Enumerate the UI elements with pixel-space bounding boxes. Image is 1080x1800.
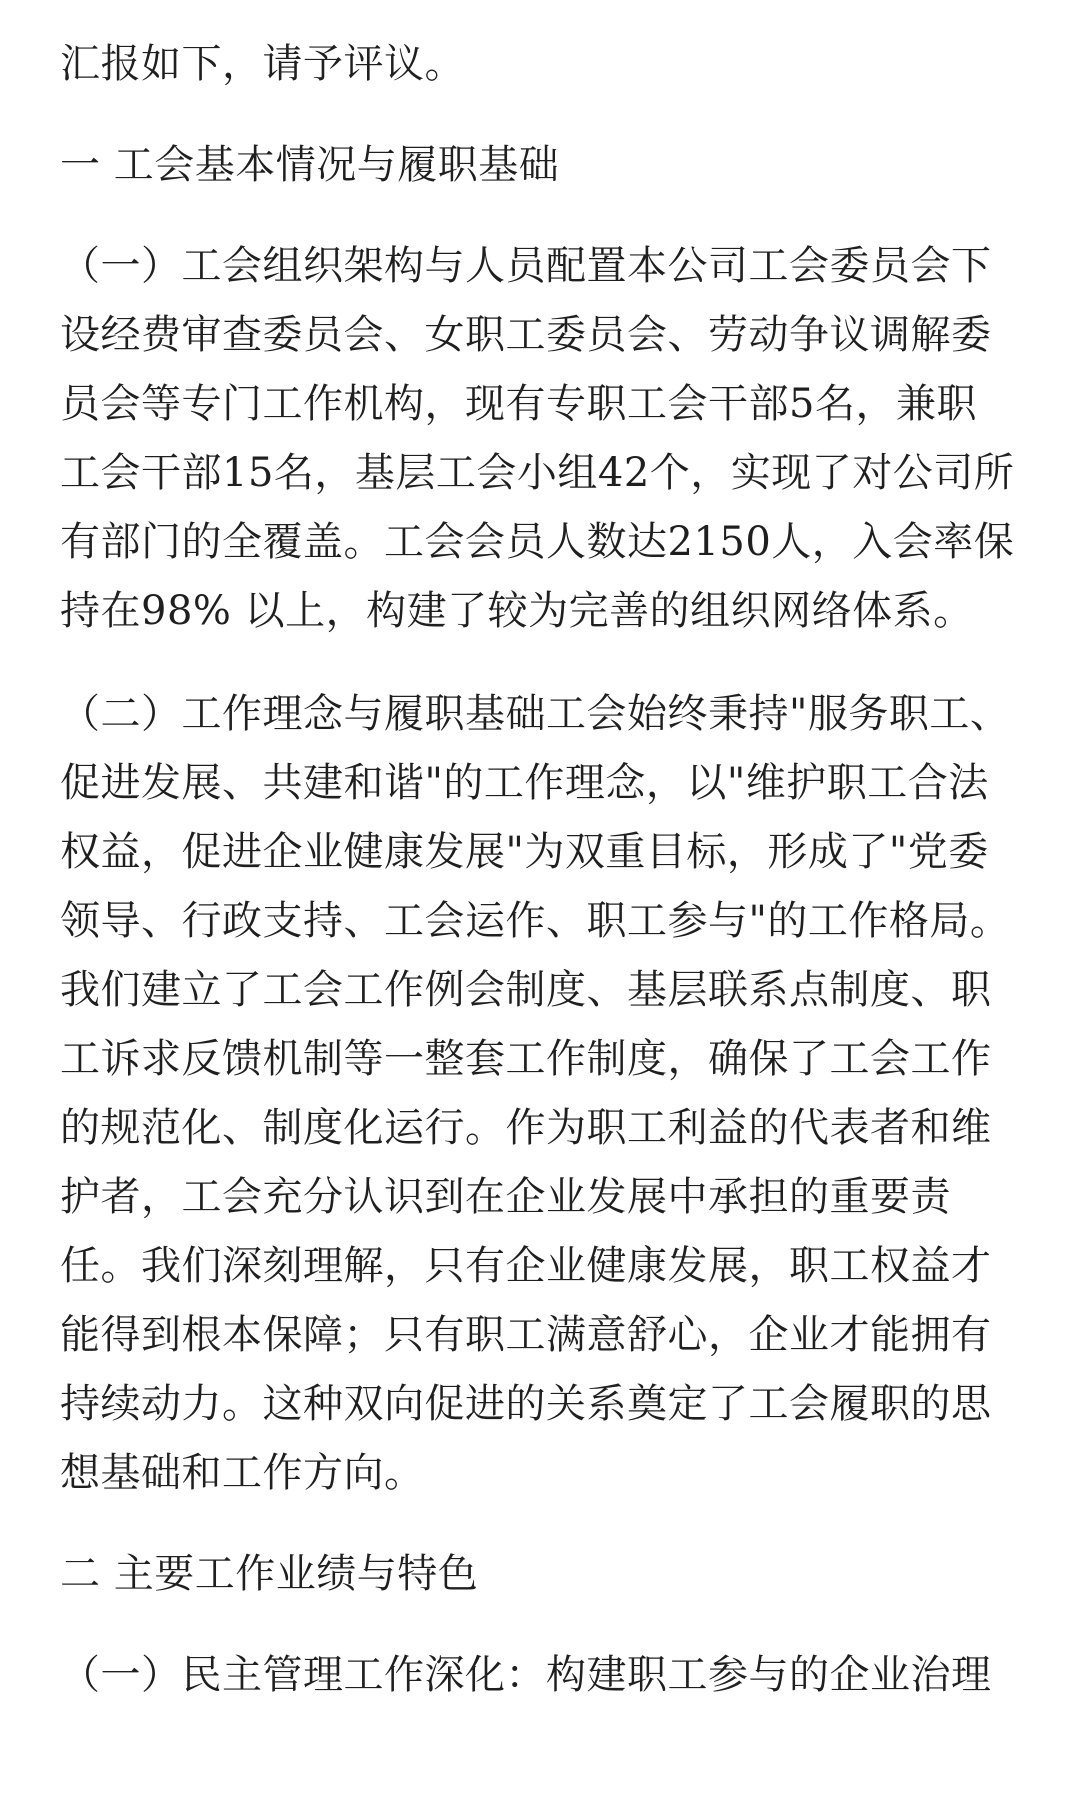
section-2-heading: 二 主要工作业绩与特色	[60, 1551, 479, 1597]
paragraph-line: 设经费审查委员会、女职工委员会、劳动争议调解委	[60, 312, 992, 358]
paragraph-line: 工会干部15名，基层工会小组42个，实现了对公司所	[60, 450, 1015, 496]
paragraph-line: 想基础和工作方向。	[60, 1450, 425, 1496]
paragraph-line: 员会等专门工作机构，现有专职工会干部5名，兼职	[60, 381, 977, 427]
paragraph-line: 领导、行政支持、工会运作、职工参与"的工作格局。	[60, 898, 1011, 944]
paragraph-line: 促进发展、共建和谐"的工作理念，以"维护职工合法	[60, 760, 989, 806]
document-body	[60, 30, 1030, 1710]
paragraph-line: （一）工会组织架构与人员配置本公司工会委员会下	[60, 243, 992, 289]
paragraph-line: 任。我们深刻理解，只有企业健康发展，职工权益才	[60, 1243, 992, 1289]
subsection-heading: （一）民主管理工作深化：构建职工参与的企业治理	[60, 1652, 992, 1698]
paragraph-line: 我们建立了工会工作例会制度、基层联系点制度、职	[60, 967, 992, 1013]
paragraph-line: 持在98% 以上，构建了较为完善的组织网络体系。	[60, 588, 974, 634]
paragraph-line: 持续动力。这种双向促进的关系奠定了工会履职的思	[60, 1381, 992, 1427]
paragraph-line: 护者，工会充分认识到在企业发展中承担的重要责	[60, 1174, 951, 1220]
paragraph-line: 工诉求反馈机制等一整套工作制度，确保了工会工作	[60, 1036, 992, 1082]
paragraph-line: 有部门的全覆盖。工会会员人数达2150人，入会率保	[60, 519, 1015, 565]
paragraph-line: 权益，促进企业健康发展"为双重目标，形成了"党委	[60, 829, 989, 875]
paragraph-line: 能得到根本保障；只有职工满意舒心，企业才能拥有	[60, 1312, 992, 1358]
paragraph-org-structure	[60, 232, 1030, 646]
paragraph-line: （二）工作理念与履职基础工会始终秉持"服务职工、	[60, 691, 1011, 737]
section-1-heading: 一 工会基本情况与履职基础	[60, 142, 560, 188]
paragraph-line: 的规范化、制度化运行。作为职工利益的代表者和维	[60, 1105, 992, 1151]
intro-text: 汇报如下，请予评议。	[60, 41, 465, 87]
paragraph-work-philosophy	[60, 680, 1030, 1508]
